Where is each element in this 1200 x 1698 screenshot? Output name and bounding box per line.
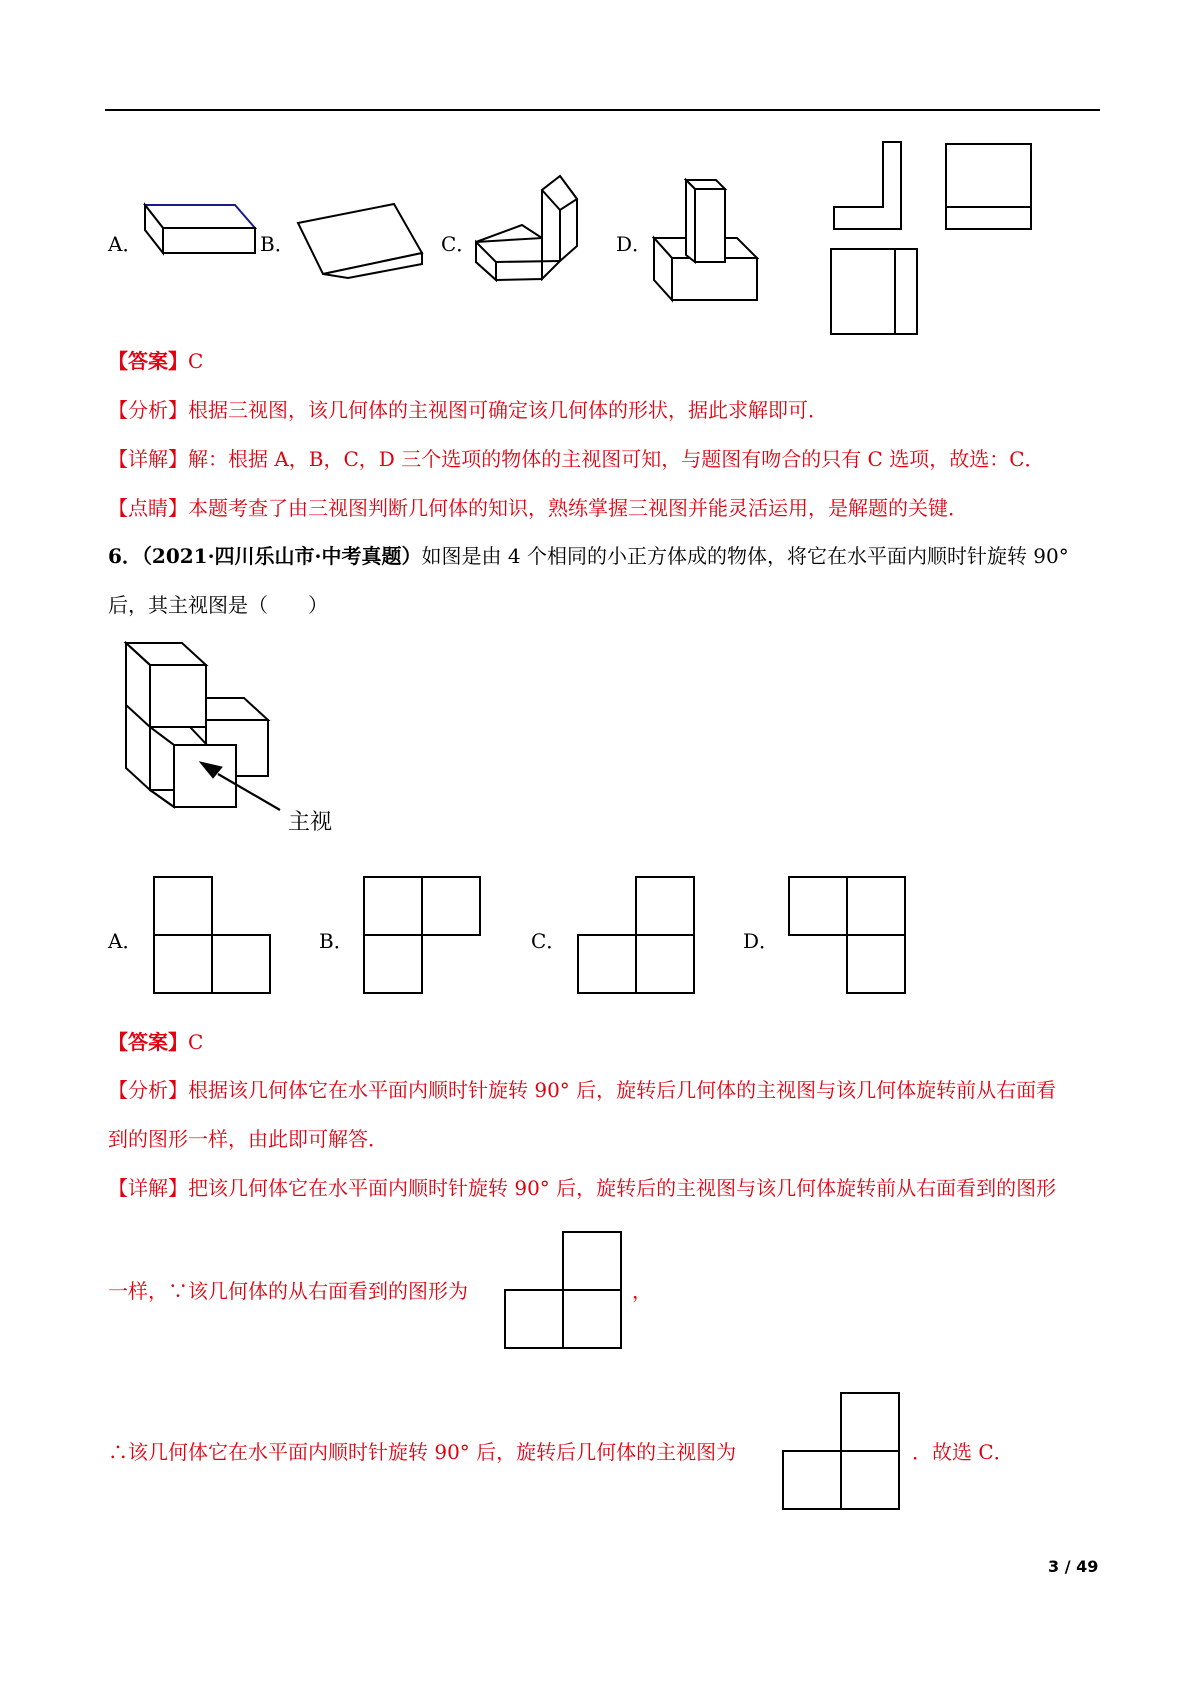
- q6-analysis-line2: 到的图形一样，由此即可解答．: [108, 1127, 388, 1151]
- detail-tag: 【详解】: [108, 1176, 188, 1200]
- q5-option-b-label: B．: [260, 232, 295, 256]
- q5-option-d-label: D．: [616, 232, 653, 256]
- q6-figure-label: 主视: [288, 810, 333, 835]
- detail-text: 解：根据 A，B，C，D 三个选项的物体的主视图可知，与题图有吻合的只有 C 选项，故选：C．: [188, 447, 1045, 471]
- detail-tag: 【详解】: [108, 447, 188, 471]
- answer-tag: 【答案】: [108, 349, 188, 373]
- answer-value: C: [188, 349, 204, 373]
- analysis-text: 根据该几何体它在水平面内顺时针旋转 90° 后，旋转后几何体的主视图与该几何体旋转前从右面看: [188, 1078, 1057, 1102]
- q6-option-c-label: C．: [531, 929, 567, 953]
- q6-option-a-label: A．: [108, 929, 143, 953]
- comment-tag: 【点睛】: [108, 496, 188, 520]
- analysis-text: 根据三视图，该几何体的主视图可确定该几何体的形状，据此求解即可．: [188, 398, 828, 422]
- q5-option-c-label: C．: [441, 232, 477, 256]
- q6-detail-line3: ∴该几何体它在水平面内顺时针旋转 90° 后，旋转后几何体的主视图为: [108, 1440, 737, 1464]
- question-source: （2021·四川乐山市·中考真题）: [141, 544, 422, 568]
- comment-text: 本题考查了由三视图判断几何体的知识，熟练掌握三视图并能灵活运用，是解题的关键．: [188, 496, 968, 520]
- q6-option-b-label: B．: [319, 929, 354, 953]
- q6-detail-line2-end: ，: [632, 1279, 652, 1303]
- question-number: 6．: [108, 544, 142, 568]
- q6-stem-line2: 后，其主视图是（ ）: [108, 593, 328, 617]
- q6-detail-line2: 一样，∵该几何体的从右面看到的图形为: [108, 1279, 468, 1303]
- answer-tag: 【答案】: [108, 1030, 188, 1054]
- q5-option-a-label: A．: [108, 232, 143, 256]
- analysis-tag: 【分析】: [108, 398, 188, 422]
- detail-text: 把该几何体它在水平面内顺时针旋转 90° 后，旋转后的主视图与该几何体旋转前从右面看到的图形: [188, 1176, 1057, 1200]
- answer-value: C: [188, 1030, 204, 1054]
- page-number: 3 / 49: [1048, 1557, 1099, 1576]
- analysis-tag: 【分析】: [108, 1078, 188, 1102]
- q6-detail-line3-end: ．故选 C．: [912, 1440, 1014, 1464]
- q6-option-d-label: D．: [743, 929, 780, 953]
- question-stem: 如图是由 4 个相同的小正方体成的物体，将它在水平面内顺时针旋转 90°: [421, 544, 1069, 568]
